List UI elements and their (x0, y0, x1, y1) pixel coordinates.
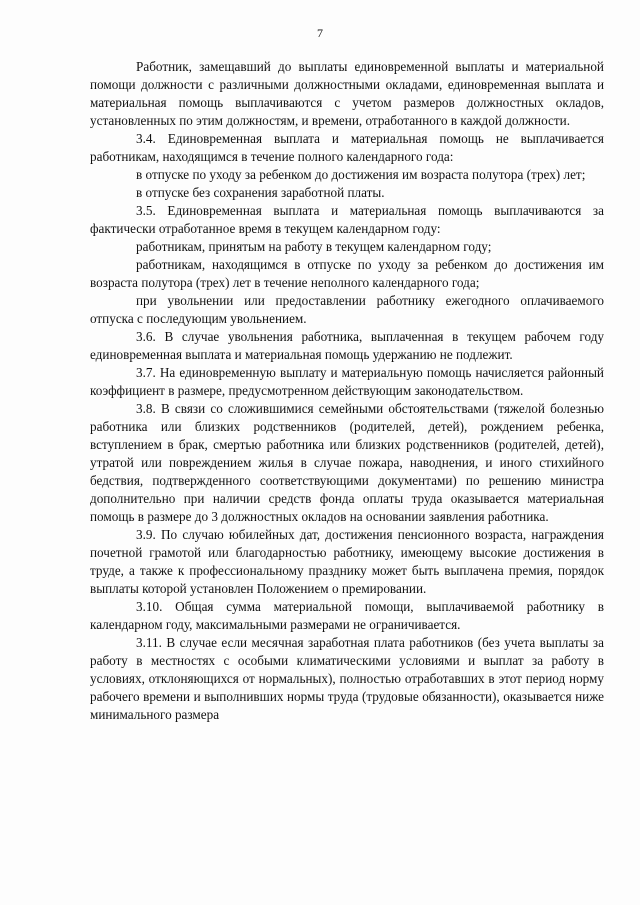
paragraph-3-4: 3.4. Единовременная выплата и материальная помощь не выплачивается работникам, находящимся в течение полного календарного года: (90, 131, 604, 164)
list-item: при увольнении или предоставлении работнику ежегодного оплачиваемого отпуска с последующим увольнением. (90, 293, 604, 326)
page-number: 7 (317, 26, 323, 40)
paragraph-3-6: 3.6. В случае увольнения работника, выплаченная в текущем рабочем году единовременная выплата и материальная помощь удержанию не подлежит. (90, 329, 604, 362)
paragraph-3-8: 3.8. В связи со сложившимися семейными обстоятельствами (тяжелой болезнью работника или близких родственников (родителей, детей), рождением ребенка, вступлением в брак, смертью работника или близких родственников (родителей, детей), утратой или повреждением жилья в случае пожара, наводнения, и иного стихийного бедствия, подтвержденного соответствующими документами) по решению министра дополнительно при наличии средств фонда оплаты труда оказывается материальная помощь в размере до 3 должностных окладов на основании заявления работника. (90, 401, 604, 524)
document-body (90, 58, 604, 724)
list-item: в отпуске по уходу за ребенком до достижения им возраста полутора (трех) лет; (136, 167, 586, 182)
paragraph-intro: Работник, замещавший до выплаты единовременной выплаты и материальной помощи должности с различными должностными окладами, единовременная выплата и материальная помощь выплачиваются с учетом размеров должностных окладов, установленных по этим должностям, и времени, отработанного в каждой должности. (90, 59, 604, 128)
paragraph-3-5: 3.5. Единовременная выплата и материальная помощь выплачиваются за фактически отработанное время в текущем календарном году: (90, 203, 604, 236)
list-item: в отпуске без сохранения заработной платы. (136, 185, 385, 200)
paragraph-3-11: 3.11. В случае если месячная заработная плата работников (без учета выплаты за работу в местностях с особыми климатическими условиями и выплат за работу в условиях, отклоняющихся от нормальных), полностью отработавших в этот период норму рабочего времени и выполнивших нормы труда (трудовые обязанности), оказывается ниже минимального размера (90, 635, 604, 722)
list-item: работникам, находящимся в отпуске по уходу за ребенком до достижения им возраста полутора (трех) лет в течение неполного календарного года; (90, 257, 604, 290)
paragraph-3-7: 3.7. На единовременную выплату и материальную помощь начисляется районный коэффициент в размере, предусмотренном действующим законодательством. (90, 365, 604, 398)
list-item: работникам, принятым на работу в текущем календарном году; (136, 239, 492, 254)
paragraph-3-9: 3.9. По случаю юбилейных дат, достижения пенсионного возраста, награждения почетной грамотой или благодарностью работнику, имеющему высокие достижения в труде, а также к профессиональному празднику может быть выплачена премия, порядок выплаты которой установлен Положением о премировании. (90, 527, 604, 596)
paragraph-3-10: 3.10. Общая сумма материальной помощи, выплачиваемой работнику в календарном году, максимальными размерами не ограничивается. (90, 599, 604, 632)
